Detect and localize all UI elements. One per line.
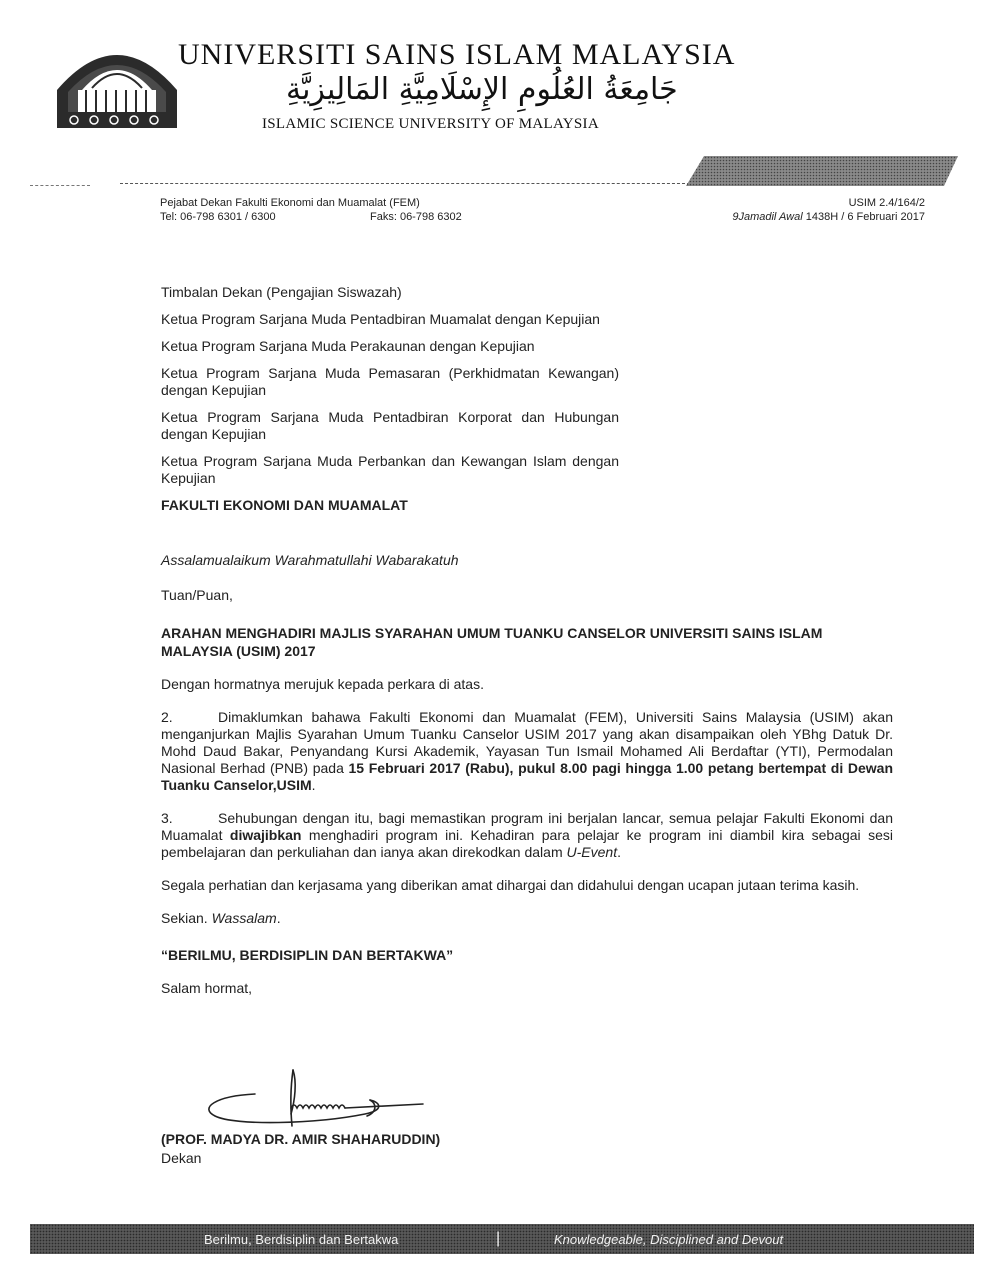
university-name-en: UNIVERSITI SAINS ISLAM MALAYSIA <box>178 38 736 71</box>
signer-title: Dekan <box>161 1150 202 1166</box>
paragraph-2: 2. Dimaklumkan bahawa Fakulti Ekonomi dan Muamalat (FEM), Universiti Sains Malaysia (USIM) akan menganjurkan Majlis Syarahan Umum Tuanku Canselor USIM 2017 yang akan disampaikan oleh YBhg Datuk Dr. Mohd Daud Bakar, Penyandang Kursi Akademik, Yayasan Tun Ismail Mohamed Ali Berdaftar (YTI), Permodalan Nasional Berhad (PNB) pada 15 Februari 2017 (Rabu), pukul 8.00 pagi hingga 1.00 petang bertempat di Dewan Tuanku Canselor,USIM. <box>161 709 893 793</box>
salam-hormat: Salam hormat, <box>161 980 253 996</box>
letter-subject: ARAHAN MENGHADIRI MAJLIS SYARAHAN UMUM TUANKU CANSELOR UNIVERSITI SAINS ISLAM MALAYSIA (USIM) 2017 <box>161 625 823 659</box>
salutation: Tuan/Puan, <box>161 587 233 603</box>
reference-block <box>732 196 925 224</box>
recipient-6: Ketua Program Sarjana Muda Perbankan dan Kewangan Islam dengan Kepujian <box>161 453 619 486</box>
letter-date <box>732 210 925 224</box>
paragraph-3-number: 3. <box>161 810 173 826</box>
recipient-4: Ketua Program Sarjana Muda Pemasaran (Perkhidmatan Kewangan) dengan Kepujian <box>161 365 619 398</box>
footer-separator: | <box>496 1230 501 1247</box>
divider-line <box>120 183 690 184</box>
mandatory-word: diwajibkan <box>229 827 302 843</box>
university-name-ar: جَامِعَةُ العُلُومِ الإِسْلَامِيَّةِ المَالِيزِيَّةِ <box>286 72 678 107</box>
event-details: 15 Februari 2017 (Rabu), pukul 8.00 pagi hingga 1.00 petang bertempat di Dewan Tuanku Canselor,USIM <box>161 760 893 793</box>
date-hijri: 9Jamadil Awal <box>732 211 803 223</box>
date-rest: 1438H / 6 Februari 2017 <box>802 211 925 223</box>
wassalam: Wassalam <box>211 910 277 926</box>
sender-fax: Faks: 06-798 6302 <box>370 211 462 223</box>
divider-left <box>30 185 90 186</box>
recipient-2: Ketua Program Sarjana Muda Pentadbiran Muamalat dengan Kepujian <box>161 311 600 327</box>
letterhead-band <box>686 156 958 186</box>
paragraph-2-text: Dimaklumkan bahawa Fakulti Ekonomi dan Muamalat (FEM), Universiti Sains Malaysia (USIM) akan menganjurkan Majlis Syarahan Umum Tuanku Canselor USIM 2017 yang akan disampaikan oleh YBhg Datuk Dr. Mohd Daud Bakar, Penyandang Kursi Akademik, Yayasan Tun Ismail Mohamed Ali Berdaftar (YTI), Permodalan Nasional Berhad (PNB) pada <box>161 709 893 776</box>
sender-address <box>160 196 462 224</box>
sender-office: Pejabat Dekan Fakulti Ekonomi dan Muamalat (FEM) <box>160 197 420 209</box>
paragraph-3: 3. Sehubungan dengan itu, bagi memastikan program ini berjalan lancar, semua pelajar Fakulti Ekonomi dan Muamalat diwajibkan menghadiri program ini. Kehadiran para pelajar ke program ini diambil kira sebagai sesi pembelajaran dan perkuliahan dan ianya akan direkodkan dalam U-Event. <box>161 810 893 860</box>
university-name-sub: ISLAMIC SCIENCE UNIVERSITY OF MALAYSIA <box>262 116 599 132</box>
reference-number: USIM 2.4/164/2 <box>848 197 925 209</box>
recipient-3: Ketua Program Sarjana Muda Perakaunan dengan Kepujian <box>161 338 535 354</box>
footer-pattern <box>30 1224 974 1254</box>
sender-tel: Tel: 06-798 6301 / 6300 <box>160 211 276 223</box>
paragraph-4: Segala perhatian dan kerjasama yang diberikan amat dihargai dan didahului dengan ucapan jutaan terima kasih. <box>161 877 860 893</box>
intro-paragraph: Dengan hormatnya merujuk kepada perkara di atas. <box>161 676 484 692</box>
letter-body <box>161 284 893 997</box>
usim-logo <box>52 30 182 136</box>
recipient-1: Timbalan Dekan (Pengajian Siswazah) <box>161 284 402 300</box>
paragraph-2-number: 2. <box>161 709 173 725</box>
signer-name: (PROF. MADYA DR. AMIR SHAHARUDDIN) <box>161 1131 441 1147</box>
greeting: Assalamualaikum Warahmatullahi Wabarakatuh <box>161 552 459 568</box>
motto: “BERILMU, BERDISIPLIN DAN BERTAKWA” <box>161 947 454 963</box>
footer-band <box>30 1224 974 1254</box>
recipient-5: Ketua Program Sarjana Muda Pentadbiran Korporat dan Hubungan dengan Kepujian <box>161 409 619 442</box>
signature <box>195 1064 425 1132</box>
recipient-faculty: FAKULTI EKONOMI DAN MUAMALAT <box>161 497 408 513</box>
u-event: U-Event <box>566 844 618 860</box>
footer-motto-en: Knowledgeable, Disciplined and Devout <box>554 1232 784 1247</box>
footer-motto-ms: Berilmu, Berdisiplin dan Bertakwa <box>204 1232 399 1247</box>
closing: Sekian. Wassalam. <box>161 910 281 926</box>
